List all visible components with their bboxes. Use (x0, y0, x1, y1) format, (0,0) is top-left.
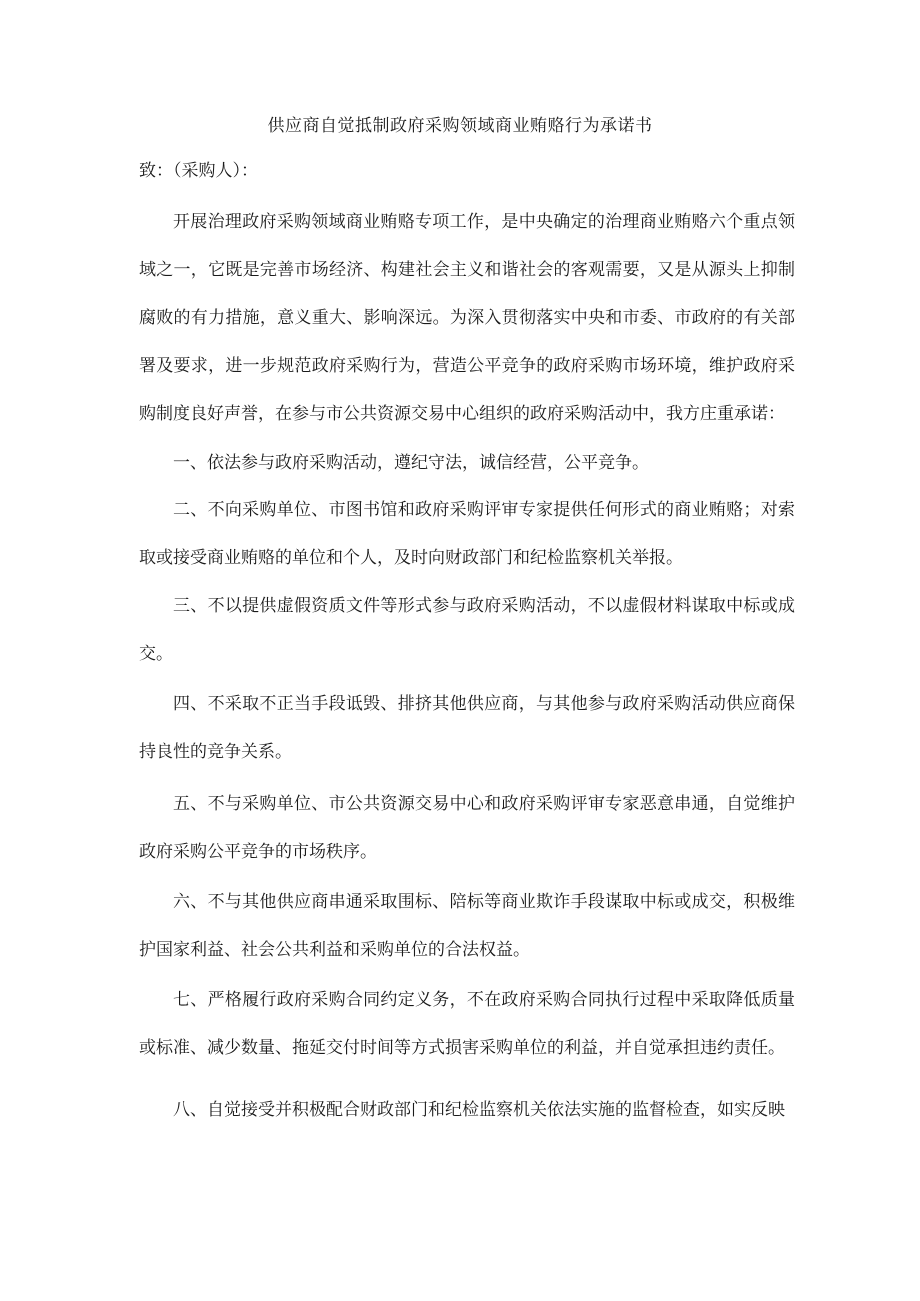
document-title: 供应商自觉抵制政府采购领域商业贿赂行为承诺书 (267, 116, 653, 136)
salutation: 致：（采购人）： (139, 161, 258, 181)
commitment-paragraph-4: 四、不采取不正当手段诋毁、排挤其他供应商，与其他参与政府采购活动供应商保持良性的竞争关系。 (139, 694, 795, 762)
commitment-paragraph-7: 七、严格履行政府采购合同约定义务，不在政府采购合同执行过程中采取降低质量或标准、减少数量、拖延交付时间等方式损害采购单位的利益，并自觉承担违约责任。 (139, 990, 795, 1058)
intro-paragraph: 开展治理政府采购领域商业贿赂专项工作，是中央确定的治理商业贿赂六个重点领域之一，它既是完善市场经济、构建社会主义和谐社会的客观需要，又是从源头上抑制腐败的有力措施，意义重大、影响深远。为深入贯彻落实中央和市委、市政府的有关部署及要求，进一步规范政府采购行为，营造公平竞争的政府采购市场环境，维护政府采购制度良好声誉，在参与市公共资源交易中心组织的政府采购活动中，我方庄重承诺： (139, 212, 795, 424)
commitment-paragraph-3: 三、不以提供虚假资质文件等形式参与政府采购活动，不以虚假材料谋取中标或成交。 (139, 596, 795, 664)
commitment-paragraph-6: 六、不与其他供应商串通采取围标、陪标等商业欺诈手段谋取中标或成交，积极维护国家利益、社会公共利益和采购单位的合法权益。 (139, 892, 795, 960)
commitment-paragraph-2: 二、不向采购单位、市图书馆和政府采购评审专家提供任何形式的商业贿赂；对索取或接受商业贿赂的单位和个人，及时向财政部门和纪检监察机关举报。 (139, 500, 795, 568)
commitment-paragraph-8: 八、自觉接受并积极配合财政部门和纪检监察机关依法实施的监督检查，如实反映 (173, 1100, 785, 1120)
commitment-paragraph-1: 一、依法参与政府采购活动，遵纪守法，诚信经营，公平竞争。 (173, 453, 649, 473)
commitment-paragraph-5: 五、不与采购单位、市公共资源交易中心和政府采购评审专家恶意串通，自觉维护政府采购公平竞争的市场秩序。 (139, 794, 795, 862)
